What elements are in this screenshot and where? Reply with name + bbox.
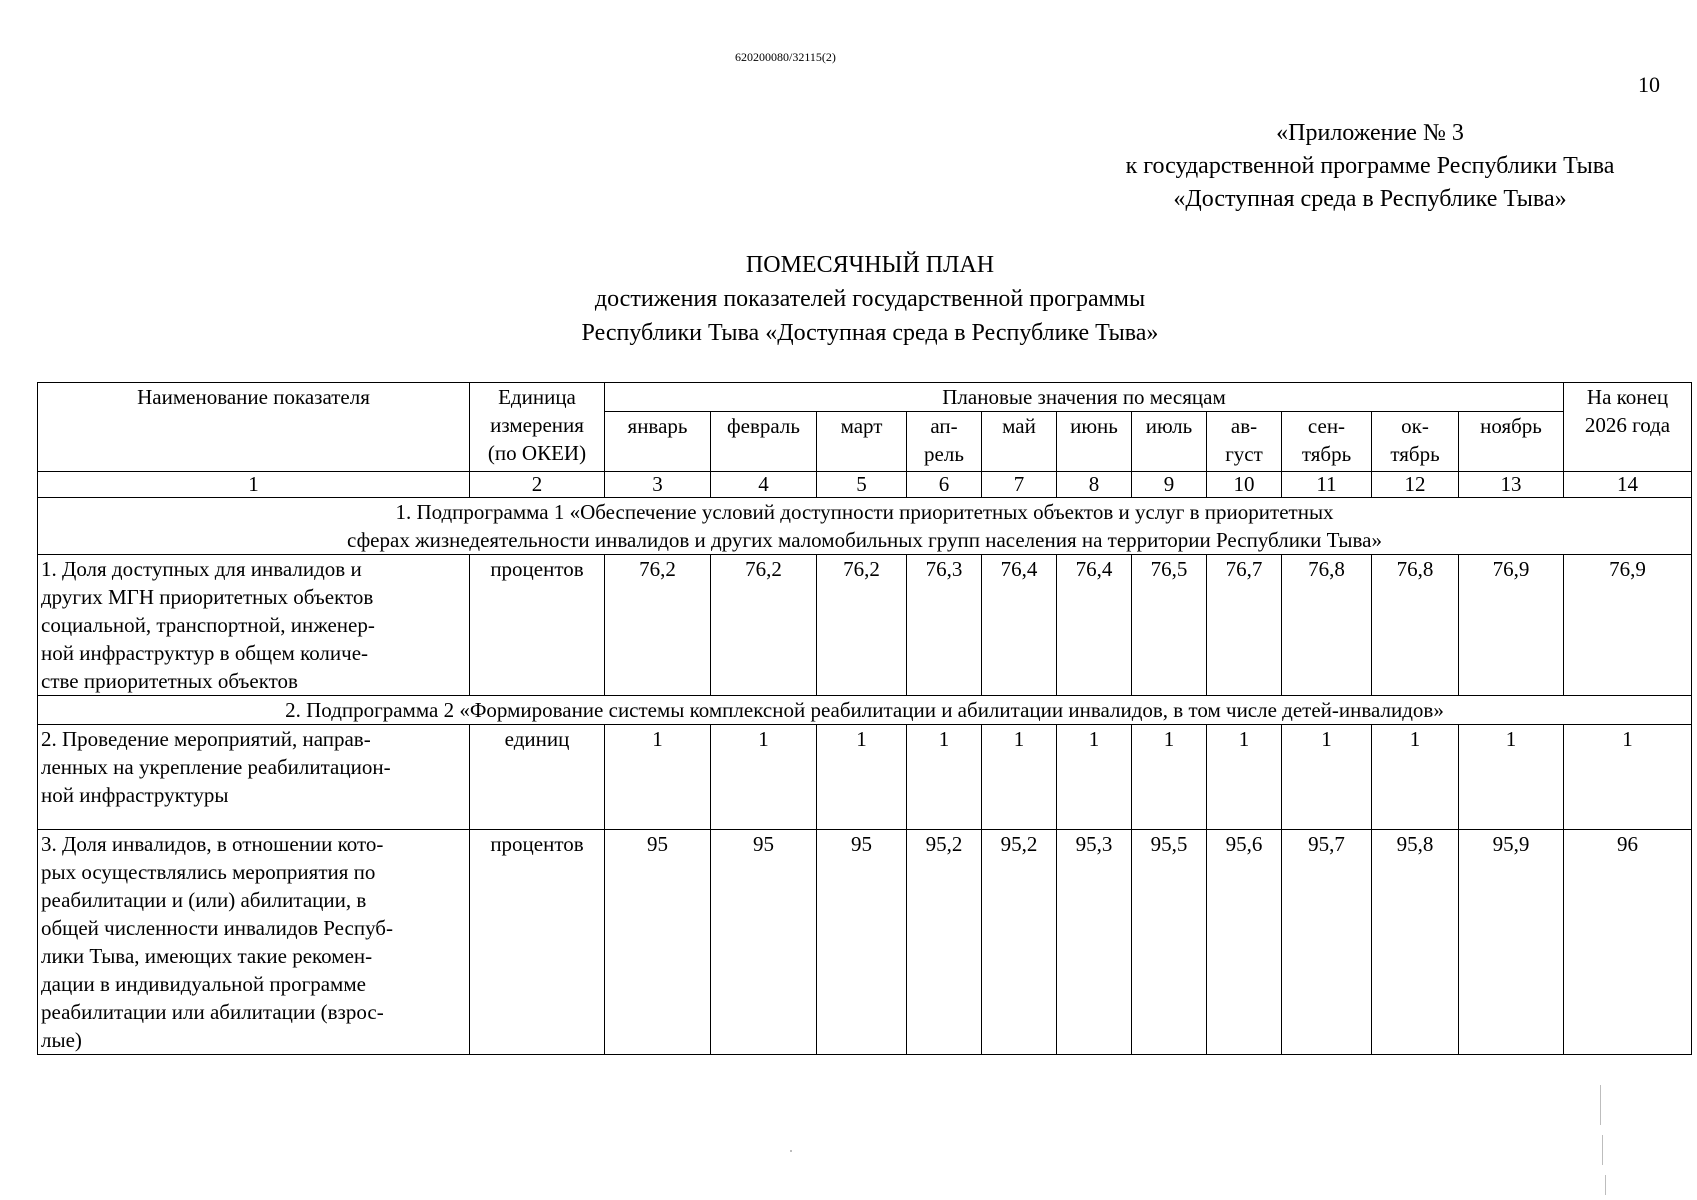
monthly-value: 95: [817, 830, 907, 1055]
column-number: 1: [38, 472, 470, 498]
indicator-unit: процентов: [470, 830, 605, 1055]
section-title: 1. Подпрограмма 1 «Обеспечение условий доступности приоритетных объектов и услуг в приоритетных сферах жизнедеятельности инвалидов и других маломобильных групп населения на территории Республики Тыва»: [38, 498, 1692, 555]
header-monthly-values: Плановые значения по месяцам: [605, 383, 1564, 412]
monthly-value: 76,4: [1057, 555, 1132, 696]
title-line: ПОМЕСЯЧНЫЙ ПЛАН: [745, 252, 995, 278]
column-number: 7: [982, 472, 1057, 498]
title-line: достижения показателей государственной программы: [594, 286, 1146, 312]
indicator-row: [38, 725, 1692, 830]
appendix-caption: [1060, 117, 1680, 216]
month-header: ап- рель: [907, 412, 982, 472]
column-number: 3: [605, 472, 711, 498]
monthly-plan-table: [37, 382, 1692, 1055]
monthly-value: 76,7: [1207, 555, 1282, 696]
section-row: [38, 498, 1692, 555]
monthly-value: 95,9: [1459, 830, 1564, 1055]
month-header: январь: [605, 412, 711, 472]
monthly-value: 1: [982, 725, 1057, 830]
month-header: май: [982, 412, 1057, 472]
document-title: [370, 248, 1370, 350]
indicator-unit: процентов: [470, 555, 605, 696]
appendix-line: «Доступная среда в Республике Тыва»: [1173, 186, 1567, 212]
column-number: 4: [711, 472, 817, 498]
monthly-value: 76,8: [1372, 555, 1459, 696]
column-number: 5: [817, 472, 907, 498]
monthly-value: 1: [1459, 725, 1564, 830]
monthly-value: 1: [711, 725, 817, 830]
monthly-value: 95: [605, 830, 711, 1055]
column-number: 10: [1207, 472, 1282, 498]
month-header: июль: [1132, 412, 1207, 472]
header-unit: Единица измерения (по ОКЕИ): [470, 383, 605, 472]
monthly-value: 95,2: [907, 830, 982, 1055]
monthly-value: 95: [711, 830, 817, 1055]
month-header: февраль: [711, 412, 817, 472]
appendix-line: к государственной программе Республики Тыва: [1125, 153, 1615, 179]
monthly-value: 76,2: [605, 555, 711, 696]
column-number: 2: [470, 472, 605, 498]
monthly-value: 95,3: [1057, 830, 1132, 1055]
monthly-value: 76,4: [982, 555, 1057, 696]
monthly-value: 95,8: [1372, 830, 1459, 1055]
header-end-of-year: На конец 2026 года: [1564, 383, 1692, 472]
monthly-value: 1: [1282, 725, 1372, 830]
month-header: ок- тябрь: [1372, 412, 1459, 472]
header-indicator-name: Наименование показателя: [38, 383, 470, 472]
monthly-value: 95,7: [1282, 830, 1372, 1055]
monthly-value: 76,5: [1132, 555, 1207, 696]
monthly-value: 76,8: [1282, 555, 1372, 696]
appendix-line: «Приложение № 3: [1276, 120, 1464, 146]
month-header: ноябрь: [1459, 412, 1564, 472]
monthly-value: 1: [1132, 725, 1207, 830]
month-header: март: [817, 412, 907, 472]
section-title: 2. Подпрограмма 2 «Формирование системы комплексной реабилитации и абилитации инвалидов, в том числе детей-инвалидов»: [38, 696, 1692, 725]
monthly-value: 76,2: [817, 555, 907, 696]
monthly-value: 76,9: [1459, 555, 1564, 696]
monthly-value: 1: [1207, 725, 1282, 830]
month-header: июнь: [1057, 412, 1132, 472]
indicator-row: [38, 830, 1692, 1055]
end-of-year-value: 96: [1564, 830, 1692, 1055]
monthly-value: 95,2: [982, 830, 1057, 1055]
column-number: 13: [1459, 472, 1564, 498]
document-code: 620200080/32115(2): [735, 50, 836, 64]
column-number: 12: [1372, 472, 1459, 498]
monthly-value: 1: [817, 725, 907, 830]
indicator-name: 2. Проведение мероприятий, направ- ленных на укрепление реабилитацион- ной инфраструктуры: [38, 725, 470, 830]
title-line: Республики Тыва «Доступная среда в Республике Тыва»: [581, 320, 1159, 346]
end-of-year-value: 1: [1564, 725, 1692, 830]
monthly-value: 76,2: [711, 555, 817, 696]
monthly-value: 76,3: [907, 555, 982, 696]
monthly-value: 1: [907, 725, 982, 830]
monthly-value: 1: [605, 725, 711, 830]
indicator-row: [38, 555, 1692, 696]
section-row: [38, 696, 1692, 725]
month-header: сен- тябрь: [1282, 412, 1372, 472]
indicator-name: 1. Доля доступных для инвалидов и других МГН приоритетных объектов социальной, транспортной, инженер- ной инфраструктур в общем количе- стве приоритетных объектов: [38, 555, 470, 696]
end-of-year-value: 76,9: [1564, 555, 1692, 696]
column-number: 11: [1282, 472, 1372, 498]
column-number: 14: [1564, 472, 1692, 498]
monthly-value: 1: [1057, 725, 1132, 830]
column-numbers-row: [38, 472, 1692, 498]
indicator-name: 3. Доля инвалидов, в отношении кото- рых осуществлялись мероприятия по реабилитации и (или) абилитации, в общей численности инвалидов Респуб- лики Тыва, имеющих такие рекомен- дации в индивидуальной программе реабилитации или абилитации (взрос- лые): [38, 830, 470, 1055]
column-number: 8: [1057, 472, 1132, 498]
monthly-value: 95,6: [1207, 830, 1282, 1055]
header-row: [38, 383, 1692, 412]
indicator-unit: единиц: [470, 725, 605, 830]
monthly-value: 1: [1372, 725, 1459, 830]
month-header: ав- густ: [1207, 412, 1282, 472]
column-number: 6: [907, 472, 982, 498]
column-number: 9: [1132, 472, 1207, 498]
monthly-value: 95,5: [1132, 830, 1207, 1055]
page-number: 10: [1638, 72, 1660, 97]
